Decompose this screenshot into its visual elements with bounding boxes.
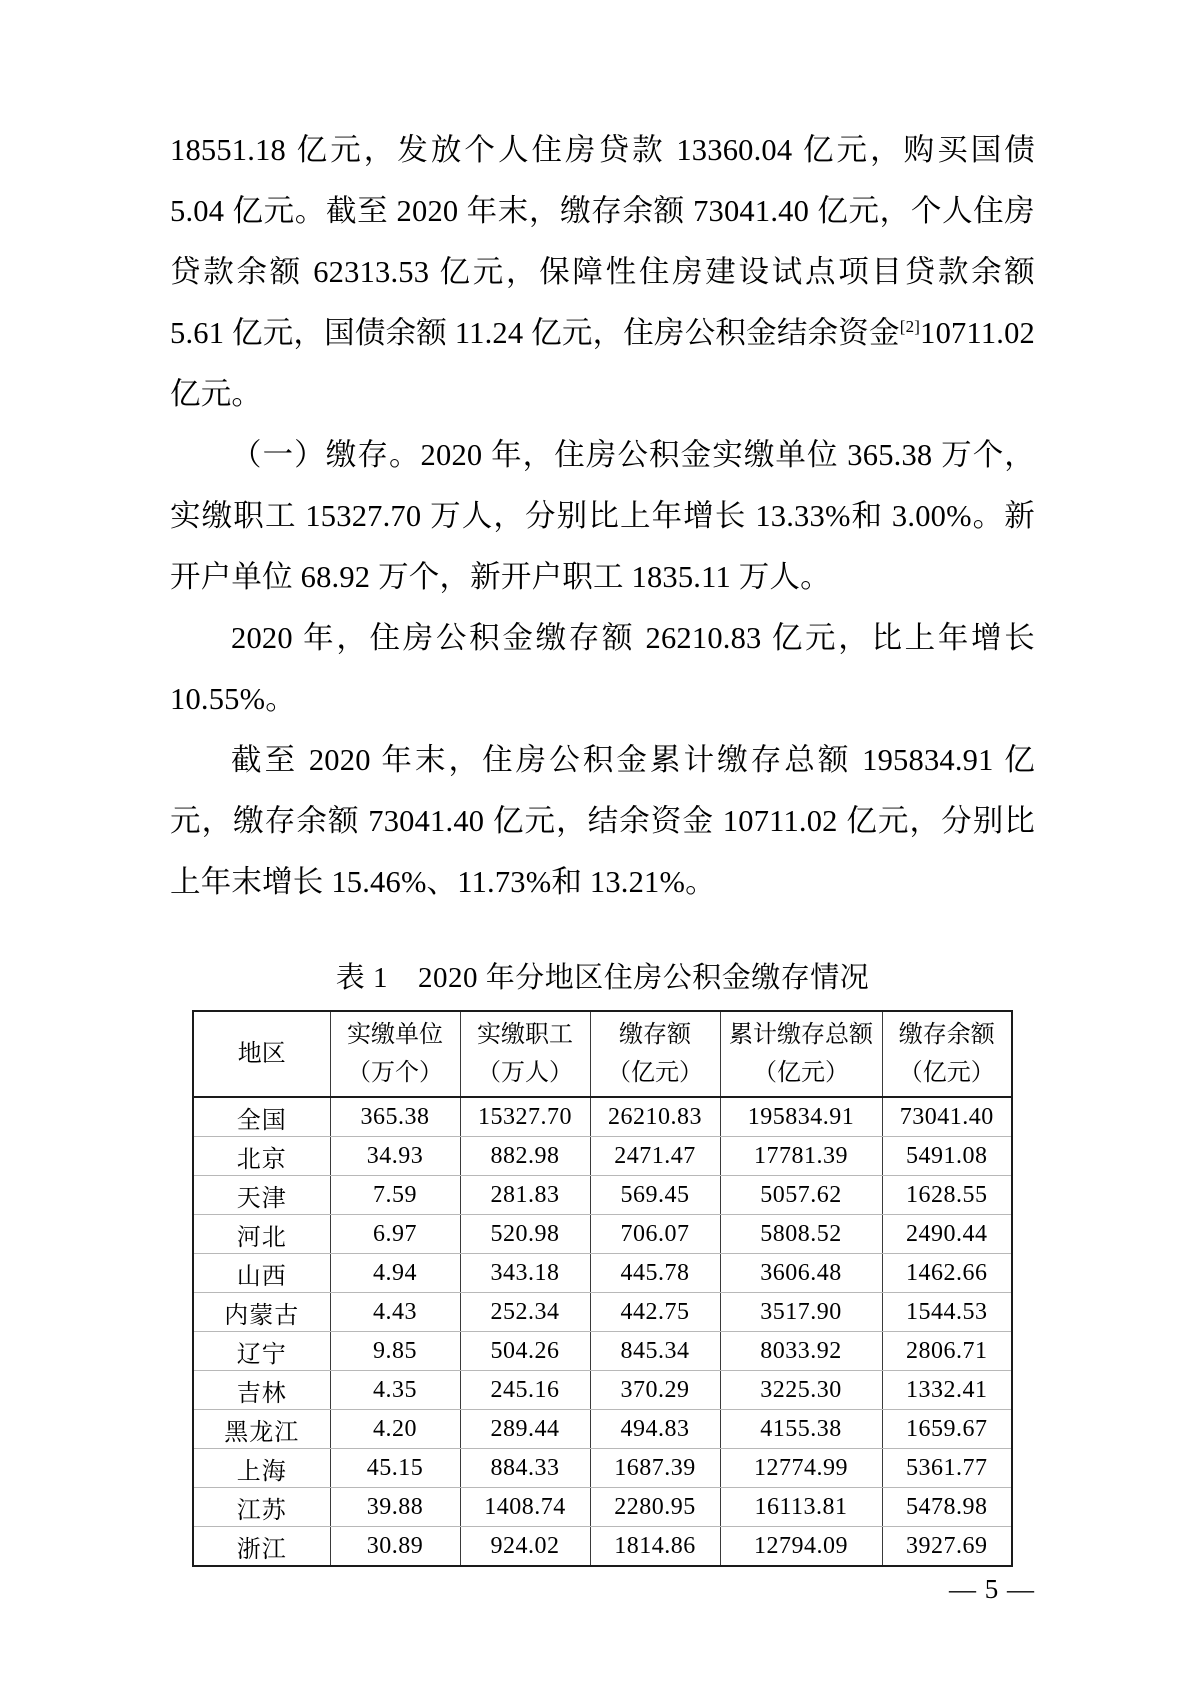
column-header-region-line1: 地区 xyxy=(237,1041,286,1067)
table-row xyxy=(193,1176,1012,1215)
table-header xyxy=(193,1011,1012,1097)
cell-cumulative-total: 8033.92 xyxy=(720,1332,882,1371)
table-header-row xyxy=(193,1011,1012,1097)
cell-cumulative-total: 3517.90 xyxy=(720,1293,882,1332)
table-row xyxy=(193,1527,1012,1567)
table-row xyxy=(193,1293,1012,1332)
column-header-paying-units xyxy=(330,1011,460,1097)
table-row xyxy=(193,1137,1012,1176)
cell-region: 黑龙江 xyxy=(193,1410,330,1449)
cell-cumulative-total: 12774.99 xyxy=(720,1449,882,1488)
table-caption-label: 表 1 xyxy=(335,962,388,994)
cell-paying-employees: 245.16 xyxy=(460,1371,590,1410)
cell-deposit-amount: 442.75 xyxy=(590,1293,720,1332)
cell-deposit-amount: 569.45 xyxy=(590,1176,720,1215)
cell-region: 天津 xyxy=(193,1176,330,1215)
cell-deposit-balance: 1462.66 xyxy=(882,1254,1012,1293)
column-header-cumulative-total-line2: （亿元） xyxy=(753,1060,849,1086)
cell-paying-units: 34.93 xyxy=(330,1137,460,1176)
cell-deposit-amount: 1814.86 xyxy=(590,1527,720,1567)
cell-region: 江苏 xyxy=(193,1488,330,1527)
cell-paying-employees: 1408.74 xyxy=(460,1488,590,1527)
cell-region: 辽宁 xyxy=(193,1332,330,1371)
cell-paying-units: 6.97 xyxy=(330,1215,460,1254)
cell-paying-units: 4.43 xyxy=(330,1293,460,1332)
paragraph-summary-totals xyxy=(170,120,1035,425)
cell-deposit-amount: 2280.95 xyxy=(590,1488,720,1527)
cell-deposit-amount: 1687.39 xyxy=(590,1449,720,1488)
cell-paying-employees: 281.83 xyxy=(460,1176,590,1215)
column-header-deposit-balance-line2: （亿元） xyxy=(898,1060,995,1086)
cell-deposit-balance: 5491.08 xyxy=(882,1137,1012,1176)
cell-region: 吉林 xyxy=(193,1371,330,1410)
cell-deposit-amount: 2471.47 xyxy=(590,1137,720,1176)
column-header-deposit-balance-line1: 缴存余额 xyxy=(898,1022,995,1048)
cell-paying-units: 4.20 xyxy=(330,1410,460,1449)
column-header-deposit-amount-line1: 缴存额 xyxy=(619,1022,691,1048)
cell-deposit-balance: 2806.71 xyxy=(882,1332,1012,1371)
cell-region: 山西 xyxy=(193,1254,330,1293)
cell-deposit-balance: 2490.44 xyxy=(882,1215,1012,1254)
cell-cumulative-total: 16113.81 xyxy=(720,1488,882,1527)
cell-paying-employees: 343.18 xyxy=(460,1254,590,1293)
cell-paying-employees: 882.98 xyxy=(460,1137,590,1176)
column-header-deposit-amount-line2: （亿元） xyxy=(607,1060,703,1086)
cell-paying-employees: 520.98 xyxy=(460,1215,590,1254)
cell-paying-units: 4.94 xyxy=(330,1254,460,1293)
paragraph-text-part2: 10711.02 亿元。 xyxy=(170,316,1035,411)
cell-cumulative-total: 5808.52 xyxy=(720,1215,882,1254)
cell-deposit-balance: 73041.40 xyxy=(882,1097,1012,1137)
cell-paying-employees: 504.26 xyxy=(460,1332,590,1371)
cell-region: 北京 xyxy=(193,1137,330,1176)
column-header-paying-employees-line1: 实缴职工 xyxy=(477,1022,573,1048)
table-row xyxy=(193,1449,1012,1488)
cell-deposit-amount: 26210.83 xyxy=(590,1097,720,1137)
cell-paying-units: 39.88 xyxy=(330,1488,460,1527)
cell-paying-employees: 252.34 xyxy=(460,1293,590,1332)
cell-deposit-balance: 1628.55 xyxy=(882,1176,1012,1215)
column-header-cumulative-total xyxy=(720,1011,882,1097)
cell-region: 浙江 xyxy=(193,1527,330,1567)
paragraph-cumulative-deposit: 截至 2020 年末，住房公积金累计缴存总额 195834.91 亿元，缴存余额 73041.40 亿元，结余资金 10711.02 亿元，分别比上年末增长 15.46%、11.73%和 13.21%。 xyxy=(170,743,1035,899)
cell-cumulative-total: 3606.48 xyxy=(720,1254,882,1293)
table-body xyxy=(193,1097,1012,1566)
cell-region: 内蒙古 xyxy=(193,1293,330,1332)
table-row xyxy=(193,1410,1012,1449)
table-row xyxy=(193,1488,1012,1527)
cell-cumulative-total: 3225.30 xyxy=(720,1371,882,1410)
table-row xyxy=(193,1097,1012,1137)
column-header-paying-units-line1: 实缴单位 xyxy=(347,1022,443,1048)
cell-deposit-amount: 706.07 xyxy=(590,1215,720,1254)
cell-paying-employees: 924.02 xyxy=(460,1527,590,1567)
cell-paying-employees: 289.44 xyxy=(460,1410,590,1449)
table-row xyxy=(193,1332,1012,1371)
cell-cumulative-total: 17781.39 xyxy=(720,1137,882,1176)
footnote-marker-2: [2] xyxy=(899,316,921,336)
paragraph-deposit-amount-2020: 2020 年，住房公积金缴存额 26210.83 亿元，比上年增长 10.55%。 xyxy=(170,621,1035,716)
cell-paying-units: 9.85 xyxy=(330,1332,460,1371)
column-header-deposit-balance xyxy=(882,1011,1012,1097)
cell-paying-units: 365.38 xyxy=(330,1097,460,1137)
cell-deposit-amount: 494.83 xyxy=(590,1410,720,1449)
column-header-paying-employees-line2: （万人） xyxy=(477,1060,573,1086)
cell-cumulative-total: 12794.09 xyxy=(720,1527,882,1567)
cell-cumulative-total: 195834.91 xyxy=(720,1097,882,1137)
paragraph-text-part1: 18551.18 亿元，发放个人住房贷款 13360.04 亿元，购买国债 5.04 亿元。截至 2020 年末，缴存余额 73041.40 亿元，个人住房贷款余额 62313.53 亿元，保障性住房建设试点项目贷款余额 5.61 亿元，国债余额 11.24 亿元，住房公积金结余资金 xyxy=(170,133,1035,350)
cell-paying-units: 30.89 xyxy=(330,1527,460,1567)
cell-paying-units: 45.15 xyxy=(330,1449,460,1488)
column-header-paying-employees xyxy=(460,1011,590,1097)
cell-deposit-balance: 5361.77 xyxy=(882,1449,1012,1488)
page-number: — 5 — xyxy=(949,1574,1035,1604)
cell-deposit-amount: 445.78 xyxy=(590,1254,720,1293)
cell-deposit-balance: 5478.98 xyxy=(882,1488,1012,1527)
cell-paying-units: 7.59 xyxy=(330,1176,460,1215)
cell-deposit-amount: 370.29 xyxy=(590,1371,720,1410)
column-header-region xyxy=(193,1011,330,1097)
cell-paying-employees: 884.33 xyxy=(460,1449,590,1488)
column-header-cumulative-total-line1: 累计缴存总额 xyxy=(729,1022,873,1048)
cell-region: 河北 xyxy=(193,1215,330,1254)
deposit-statistics-table xyxy=(192,1010,1013,1567)
table-row xyxy=(193,1371,1012,1410)
cell-region: 上海 xyxy=(193,1449,330,1488)
column-header-deposit-amount xyxy=(590,1011,720,1097)
cell-region: 全国 xyxy=(193,1097,330,1137)
cell-cumulative-total: 5057.62 xyxy=(720,1176,882,1215)
cell-deposit-balance: 1332.41 xyxy=(882,1371,1012,1410)
table-caption xyxy=(170,955,1035,996)
cell-paying-units: 4.35 xyxy=(330,1371,460,1410)
table-row xyxy=(193,1215,1012,1254)
cell-deposit-balance: 1659.67 xyxy=(882,1410,1012,1449)
column-header-paying-units-line2: （万个） xyxy=(347,1060,443,1086)
cell-paying-employees: 15327.70 xyxy=(460,1097,590,1137)
table-row xyxy=(193,1254,1012,1293)
paragraph-deposit-section: （一）缴存。2020 年，住房公积金实缴单位 365.38 万个，实缴职工 15327.70 万人，分别比上年增长 13.33%和 3.00%。新开户单位 68.92 万个，新开户职工 1835.11 万人。 xyxy=(170,438,1035,594)
cell-deposit-balance: 3927.69 xyxy=(882,1527,1012,1567)
body-text-block xyxy=(170,120,1035,913)
cell-deposit-balance: 1544.53 xyxy=(882,1293,1012,1332)
cell-cumulative-total: 4155.38 xyxy=(720,1410,882,1449)
table-caption-title: 2020 年分地区住房公积金缴存情况 xyxy=(418,962,870,994)
cell-deposit-amount: 845.34 xyxy=(590,1332,720,1371)
